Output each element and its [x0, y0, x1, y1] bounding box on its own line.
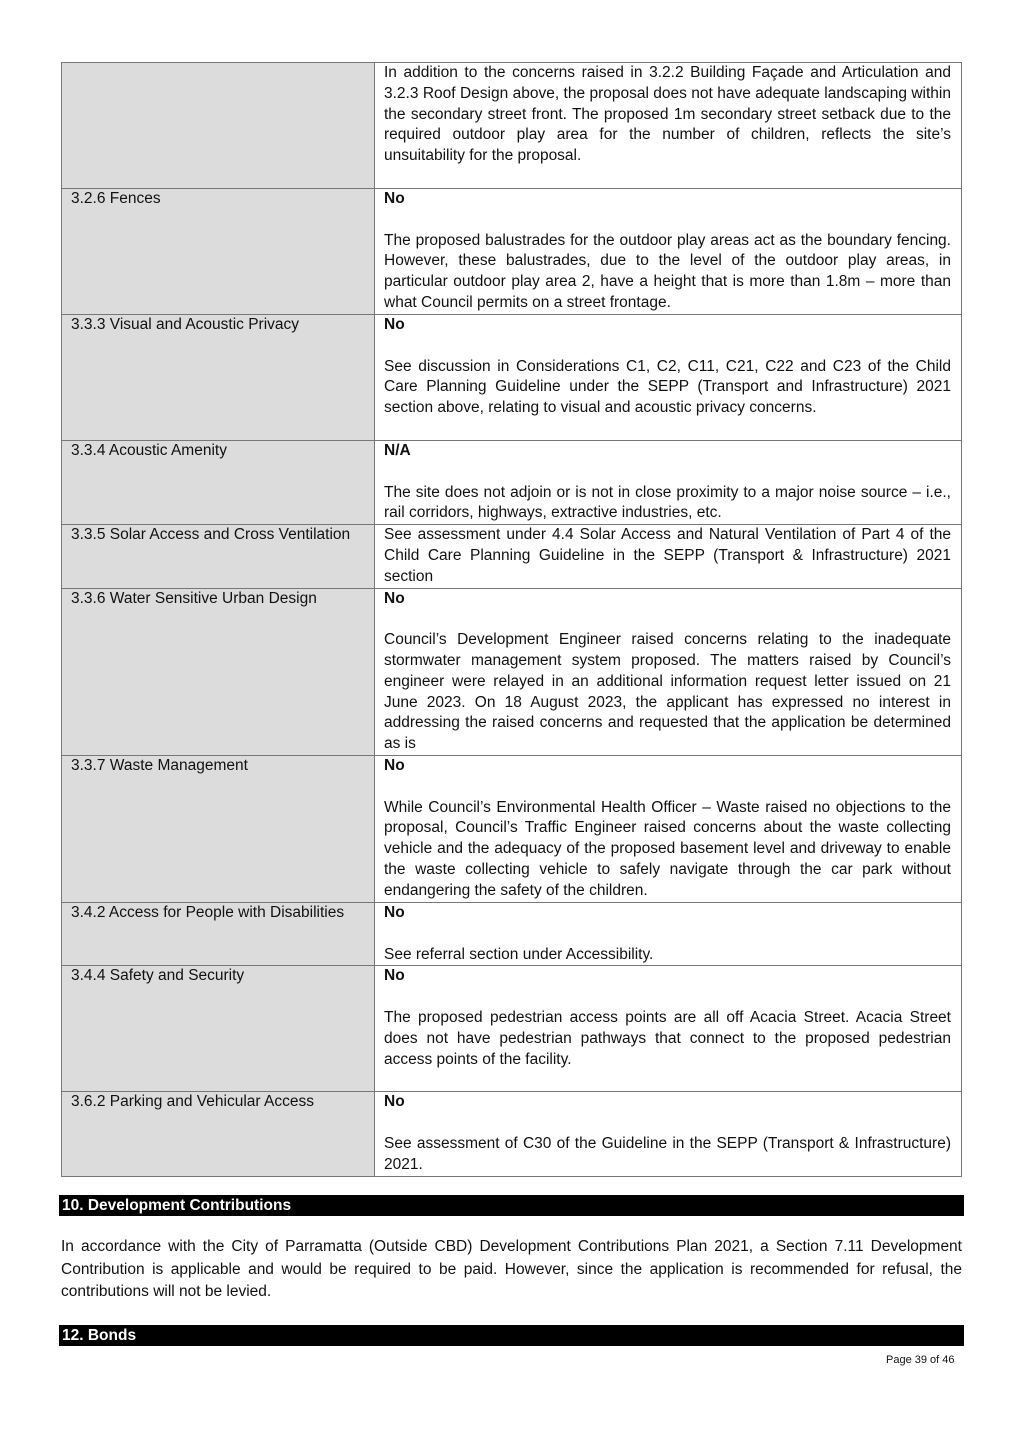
control-label: 3.2.6 Fences [62, 189, 375, 315]
compliance-detail: While Council’s Environmental Health Officer – Waste raised no objections to the proposal, Council’s Traffic Engineer raised concerns about the waste collecting vehicle and the adequacy of the proposed basement level and driveway to enable the waste collecting vehicle to safely navigate through the car park without endangering the safety of the children. [384, 798, 951, 899]
control-label: 3.3.5 Solar Access and Cross Ventilation [62, 525, 375, 588]
compliance-cell [375, 902, 962, 965]
compliance-cell [375, 966, 962, 1092]
table-row [62, 588, 962, 755]
compliance-detail: See assessment of C30 of the Guideline in the SEPP (Transport & Infrastructure) 2021. [384, 1134, 951, 1173]
compliance-cell [375, 189, 962, 315]
compliance-status: No [384, 967, 405, 985]
compliance-cell [375, 315, 962, 441]
compliance-detail: The proposed pedestrian access points are all off Acacia Street. Acacia Street does not have pedestrian pathways that connect to the proposed pedestrian access points of the facility. [384, 1008, 951, 1068]
compliance-status: No [384, 316, 405, 333]
compliance-cell [375, 525, 962, 588]
table-row [62, 189, 962, 315]
table-row [62, 315, 962, 441]
control-label: 3.6.2 Parking and Vehicular Access [62, 1092, 375, 1176]
table-row [62, 63, 962, 189]
control-label: 3.3.7 Waste Management [62, 755, 375, 902]
control-label: 3.4.2 Access for People with Disabilities [62, 902, 375, 965]
compliance-cell [375, 63, 962, 189]
compliance-status: No [384, 1093, 405, 1111]
control-label: 3.3.3 Visual and Acoustic Privacy [62, 315, 375, 441]
table-row [62, 966, 962, 1092]
contributions-paragraph: In accordance with the City of Parramatta (Outside CBD) Development Contributions Plan 2021, a Section 7.11 Development Contribution is applicable and would be required to be paid. However, since the application is recommended for refusal, the contributions will not be levied. [61, 1238, 962, 1300]
compliance-detail: See assessment under 4.4 Solar Access and Natural Ventilation of Part 4 of the Child Care Planning Guideline in the SEPP (Transport & Infrastructure) 2021 section [384, 526, 951, 585]
control-label: 3.4.4 Safety and Security [62, 966, 375, 1092]
table-row [62, 902, 962, 965]
compliance-status: No [384, 756, 405, 774]
control-label: 3.3.4 Acoustic Amenity [62, 441, 375, 525]
compliance-cell [375, 588, 962, 755]
control-label [62, 63, 375, 189]
table-row [62, 525, 962, 588]
page-number: Page 39 of 46 [886, 1354, 955, 1366]
compliance-status: No [384, 903, 405, 921]
table-row [62, 1092, 962, 1176]
compliance-cell [375, 755, 962, 902]
compliance-detail: See discussion in Considerations C1, C2, C11, C21, C22 and C23 of the Child Care Planning Guideline under the SEPP (Transport and Infrastructure) 2021 section above, relating to visual and acoustic privacy concerns. [384, 357, 951, 417]
table-row [62, 755, 962, 902]
compliance-detail: The proposed balustrades for the outdoor play areas act as the boundary fencing. However, these balustrades, due to the level of the outdoor play areas, in particular outdoor play area 2, have a height that is more than 1.8m – more than what Council permits on a street frontage. [384, 231, 951, 311]
compliance-detail: Council’s Development Engineer raised concerns relating to the inadequate stormwater management system proposed. The matters raised by Council’s engineer were relayed in an additional information request letter issued on 21 June 2023. On 18 August 2023, the applicant has expressed no interest in addressing the raised concerns and requested that the application be determined as is [384, 631, 951, 753]
compliance-status: N/A [384, 442, 411, 459]
section-heading-bonds: 12. Bonds [59, 1325, 964, 1346]
section-heading-contributions: 10. Development Contributions [59, 1195, 964, 1216]
compliance-table [61, 62, 962, 1177]
compliance-status: No [384, 589, 405, 607]
compliance-detail: The site does not adjoin or is not in close proximity to a major noise source – i.e., rail corridors, highways, extractive industries, etc. [384, 483, 951, 522]
table-row [62, 441, 962, 525]
compliance-status: No [384, 190, 405, 207]
compliance-detail: In addition to the concerns raised in 3.2.2 Building Façade and Articulation and 3.2.3 Roof Design above, the proposal does not have adequate landscaping within the secondary street front. The proposed 1m secondary street setback due to the required outdoor play area for the number of children, reflects the site’s unsuitability for the proposal. [384, 64, 951, 165]
compliance-cell [375, 441, 962, 525]
control-label: 3.3.6 Water Sensitive Urban Design [62, 588, 375, 755]
compliance-cell [375, 1092, 962, 1176]
compliance-detail: See referral section under Accessibility. [384, 945, 654, 963]
